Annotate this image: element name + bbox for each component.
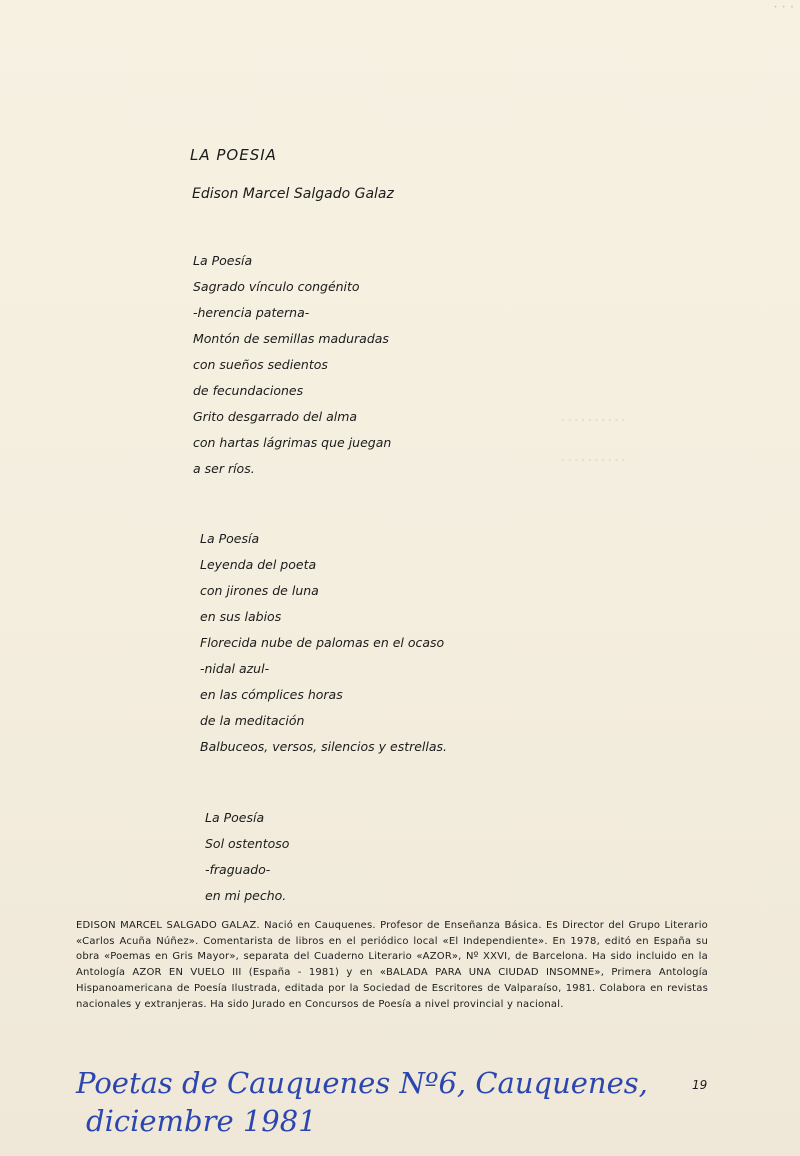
author-biography: EDISON MARCEL SALGADO GALAZ. Nació en Cauquenes. Profesor de Enseñanza Básica. Es Director del Grupo Literario «Carlos Acuña Núñez». Comentarista de libros en el periódico local «El Independiente». En 1978, editó en España su obra «Poemas en Gris Mayor», separata del Cuaderno Literario «AZOR», Nº XXVI, de Barcelona. Ha sido incluido en la Antología AZOR EN VUELO III (España - 1981) y en «BALADA PARA UNA CIUDAD INSOMNE», Primera Antología Hispanoamericana de Poesía Ilustrada, editada por la Sociedad de Escritores de Valparaíso, 1981. Colabora en revistas nacionales y extranjeras. Ha sido Jurado en Concursos de Poesía a nivel provincial y nacional. — [76, 920, 708, 1010]
stanza-line: Sagrado vínculo congénito — [193, 279, 360, 294]
stanza-line: -fraguado- — [205, 862, 271, 877]
stanza-line: de fecundaciones — [193, 383, 304, 398]
stanza-line: Sol ostentoso — [205, 836, 290, 851]
bleed-through-text: ·········· — [560, 450, 628, 471]
stanza-line: La Poesía — [205, 810, 265, 825]
stanza-line: a ser ríos. — [193, 461, 255, 476]
stanza-line: La Poesía — [193, 253, 253, 268]
stanza-line: -nidal azul- — [200, 661, 270, 676]
stanza-line: en sus labios — [200, 609, 282, 624]
stanza-3 — [205, 805, 289, 909]
handwritten-note-line-1: Poetas de Cauquenes Nº6, Cauquenes, — [76, 1066, 648, 1100]
stanza-line: de la meditación — [200, 713, 305, 728]
stanza-line: Leyenda del poeta — [200, 557, 317, 572]
stanza-line: con hartas lágrimas que juegan — [193, 435, 392, 450]
stanza-line: Florecida nube de palomas en el ocaso — [200, 635, 445, 650]
poem-author: Edison Marcel Salgado Galaz — [192, 186, 394, 202]
edge-mark: · · · — [773, 0, 794, 15]
stanza-line: en las cómplices horas — [200, 687, 343, 702]
stanza-line: con sueños sedientos — [193, 357, 328, 372]
bleed-through-text: ·········· — [560, 410, 628, 431]
stanza-line: Balbuceos, versos, silencios y estrellas. — [200, 739, 448, 754]
page-number: 19 — [692, 1078, 708, 1092]
stanza-line: -herencia paterna- — [193, 305, 310, 320]
stanza-1 — [193, 248, 391, 482]
stanza-line: con jirones de luna — [200, 583, 319, 598]
handwritten-note — [76, 1064, 648, 1140]
stanza-line: La Poesía — [200, 531, 260, 546]
stanza-line: Grito desgarrado del alma — [193, 409, 358, 424]
stanza-line: Montón de semillas maduradas — [193, 331, 389, 346]
poem-title: LA POESIA — [190, 146, 277, 164]
handwritten-note-line-2: diciembre 1981 — [86, 1104, 317, 1138]
stanza-2 — [200, 526, 447, 760]
stanza-line: en mi pecho. — [205, 888, 287, 903]
